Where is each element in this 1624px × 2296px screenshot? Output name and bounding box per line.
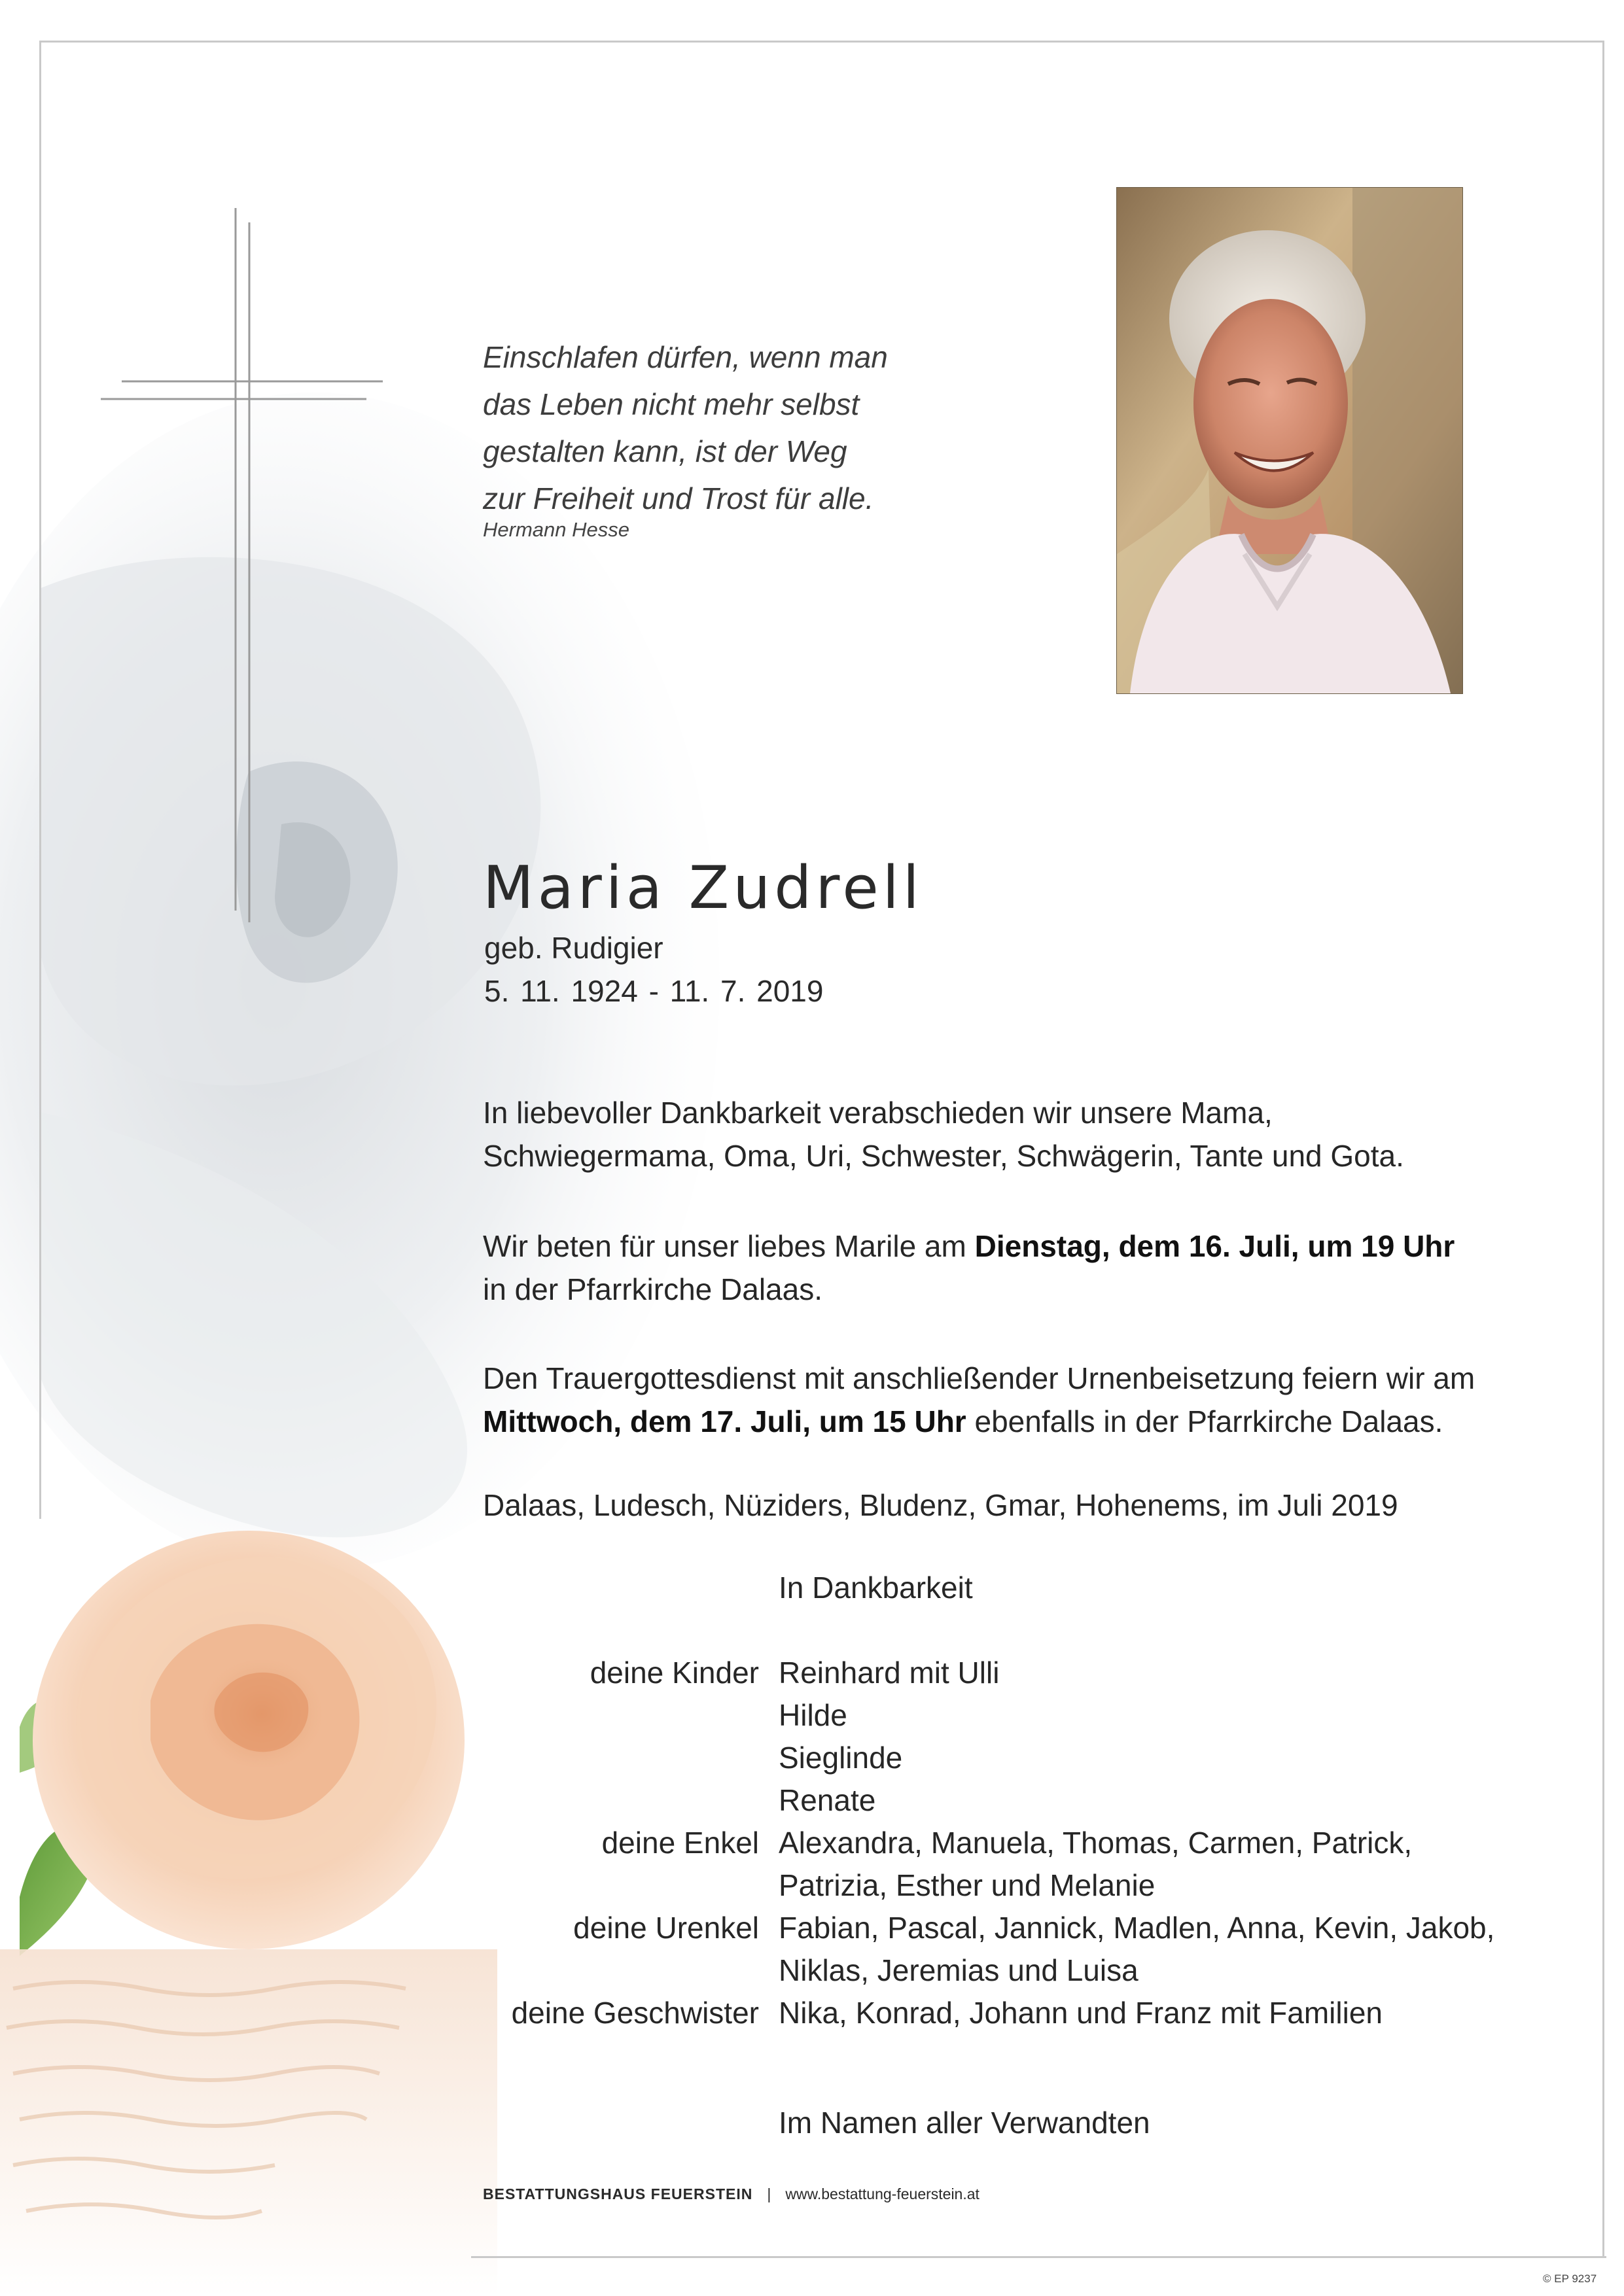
family-names: Alexandra, Manuela, Thomas, Carmen, Patrick, bbox=[779, 1826, 1413, 1860]
funeral-home-name: BESTATTUNGSHAUS FEUERSTEIN bbox=[483, 2185, 753, 2202]
paragraph-places: Dalaas, Ludesch, Nüziders, Bludenz, Gmar, Hohenems, im Juli 2019 bbox=[483, 1488, 1398, 1522]
page-frame-bottom bbox=[471, 2256, 1606, 2258]
family-row bbox=[393, 1783, 1570, 1825]
family-names: Sieglinde bbox=[779, 1741, 903, 1775]
family-row bbox=[393, 1910, 1570, 1953]
text-line bbox=[483, 1400, 1517, 1443]
family-names: Patrizia, Esther und Melanie bbox=[779, 1868, 1156, 1902]
deceased-name: Maria Zudrell bbox=[483, 854, 923, 922]
cross-icon bbox=[0, 0, 458, 981]
family-names: Niklas, Jeremias und Luisa bbox=[779, 1953, 1139, 1987]
text-line bbox=[483, 1225, 1517, 1268]
text-line: Schwiegermama, Oma, Uri, Schwester, Schwägerin, Tante und Gota. bbox=[483, 1139, 1404, 1173]
family-names: Reinhard mit Ulli bbox=[779, 1656, 1000, 1690]
footer-separator: | bbox=[767, 2185, 771, 2202]
paragraph-prayer bbox=[483, 1225, 1517, 1311]
family-row bbox=[393, 1995, 1570, 2038]
closing-signature: Im Namen aller Verwandten bbox=[779, 2106, 1150, 2140]
prayer-date: Dienstag, dem 16. Juli, um 19 Uhr bbox=[974, 1229, 1455, 1263]
family-names: Hilde bbox=[779, 1698, 847, 1732]
website-link[interactable]: www.bestattung-feuerstein.at bbox=[785, 2185, 980, 2202]
quote-line: gestalten kann, ist der Weg bbox=[483, 434, 847, 468]
quote-line: zur Freiheit und Trost für alle. bbox=[483, 481, 874, 515]
quote-line: das Leben nicht mehr selbst bbox=[483, 387, 860, 421]
portrait-photo bbox=[1116, 187, 1463, 694]
family-names: Nika, Konrad, Johann und Franz mit Familien bbox=[779, 1996, 1383, 2030]
family-relation: deine Geschwister bbox=[511, 1996, 759, 2030]
family-relation: deine Kinder bbox=[590, 1656, 759, 1690]
family-names: Fabian, Pascal, Jannick, Madlen, Anna, Kevin, Jakob, bbox=[779, 1911, 1495, 1945]
maiden-name: geb. Rudigier bbox=[484, 931, 663, 965]
copyright-notice: © EP 9237 bbox=[1543, 2272, 1597, 2285]
family-relation: deine Urenkel bbox=[573, 1911, 759, 1945]
service-date: Mittwoch, dem 17. Juli, um 15 Uhr bbox=[483, 1404, 966, 1438]
text-span: ebenfalls in der Pfarrkirche Dalaas. bbox=[966, 1404, 1443, 1438]
in-gratitude-heading: In Dankbarkeit bbox=[779, 1571, 973, 1605]
family-row bbox=[393, 1697, 1570, 1740]
text-line: In liebevoller Dankbarkeit verabschieden wir unsere Mama, bbox=[483, 1096, 1273, 1130]
memorial-quote bbox=[483, 334, 941, 522]
family-relation: deine Enkel bbox=[601, 1826, 759, 1860]
family-names: Renate bbox=[779, 1783, 876, 1817]
text-line: Den Trauergottesdienst mit anschließender Urnenbeisetzung feiern wir am bbox=[483, 1361, 1475, 1395]
text-span: Wir beten für unser liebes Marile am bbox=[483, 1229, 975, 1263]
family-row bbox=[393, 1740, 1570, 1783]
quote-line: Einschlafen dürfen, wenn man bbox=[483, 340, 888, 374]
paragraph-farewell bbox=[483, 1091, 1517, 1177]
family-row bbox=[393, 1953, 1570, 1995]
family-row bbox=[393, 1868, 1570, 1910]
life-dates: 5. 11. 1924 - 11. 7. 2019 bbox=[484, 974, 824, 1008]
quote-author: Hermann Hesse bbox=[483, 518, 629, 541]
footer bbox=[483, 2185, 980, 2203]
family-list bbox=[393, 1655, 1570, 2038]
paragraph-funeral-service bbox=[483, 1357, 1517, 1443]
text-line: in der Pfarrkirche Dalaas. bbox=[483, 1272, 822, 1306]
family-row bbox=[393, 1655, 1570, 1697]
family-row bbox=[393, 1825, 1570, 1868]
